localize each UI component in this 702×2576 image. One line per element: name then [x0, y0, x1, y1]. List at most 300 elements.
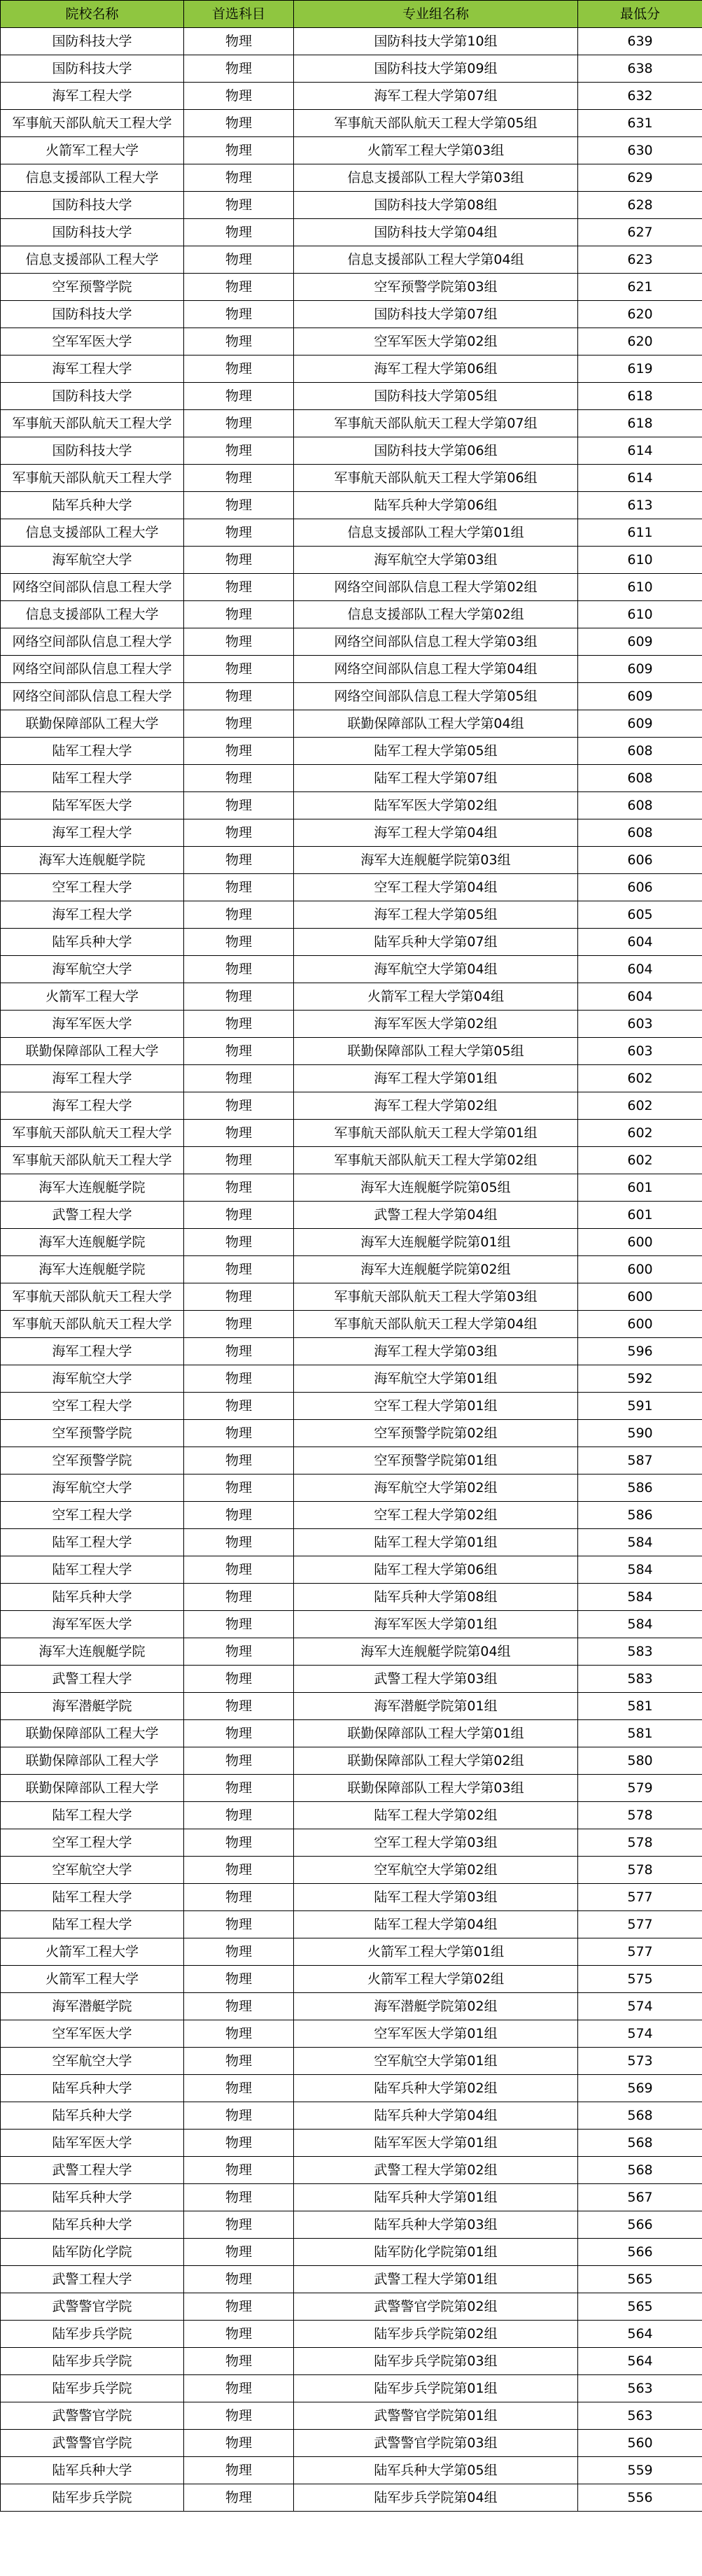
cell-subject: 物理: [184, 328, 294, 356]
cell-school: 火箭军工程大学: [1, 983, 184, 1011]
table-row: [1, 1147, 702, 1174]
table-row: [1, 356, 702, 383]
table-header: [1, 1, 702, 28]
cell-subject: 物理: [184, 738, 294, 765]
table-row: [1, 1993, 702, 2020]
cell-group: 海军大连舰艇学院第02组: [294, 1256, 578, 1283]
cell-score: 618: [578, 383, 702, 410]
table-row: [1, 874, 702, 901]
cell-score: 596: [578, 1338, 702, 1365]
cell-subject: 物理: [184, 2484, 294, 2512]
table-row: [1, 1529, 702, 1556]
table-row: [1, 1720, 702, 1747]
cell-score: 586: [578, 1474, 702, 1502]
cell-group: 陆军兵种大学第02组: [294, 2075, 578, 2102]
cell-school: 军事航天部队航天工程大学: [1, 410, 184, 437]
cell-group: 海军军医大学第01组: [294, 1611, 578, 1638]
table-row: [1, 2211, 702, 2239]
cell-score: 623: [578, 246, 702, 274]
table-row: [1, 28, 702, 55]
cell-score: 568: [578, 2130, 702, 2157]
cell-score: 577: [578, 1911, 702, 1938]
cell-group: 网络空间部队信息工程大学第04组: [294, 656, 578, 683]
cell-school: 空军预警学院: [1, 274, 184, 301]
cell-subject: 物理: [184, 1283, 294, 1311]
cell-subject: 物理: [184, 274, 294, 301]
table-row: [1, 164, 702, 192]
cell-school: 空军工程大学: [1, 1829, 184, 1857]
cell-group: 海军大连舰艇学院第05组: [294, 1174, 578, 1202]
cell-subject: 物理: [184, 2266, 294, 2293]
cell-school: 国防科技大学: [1, 219, 184, 246]
cell-group: 网络空间部队信息工程大学第02组: [294, 574, 578, 601]
cell-score: 568: [578, 2157, 702, 2184]
table-row: [1, 1556, 702, 1584]
cell-score: 608: [578, 819, 702, 847]
header-school: 院校名称: [1, 1, 184, 28]
cell-group: 空军预警学院第01组: [294, 1447, 578, 1474]
cell-group: 火箭军工程大学第01组: [294, 1938, 578, 1966]
cell-score: 609: [578, 710, 702, 738]
table-row: [1, 574, 702, 601]
cell-group: 空军军医大学第02组: [294, 328, 578, 356]
cell-school: 陆军步兵学院: [1, 2484, 184, 2512]
cell-score: 602: [578, 1120, 702, 1147]
cell-school: 国防科技大学: [1, 55, 184, 83]
cell-score: 563: [578, 2402, 702, 2430]
cell-group: 空军工程大学第04组: [294, 874, 578, 901]
cell-score: 581: [578, 1720, 702, 1747]
cell-school: 陆军步兵学院: [1, 2348, 184, 2375]
cell-score: 600: [578, 1311, 702, 1338]
cell-school: 空军军医大学: [1, 328, 184, 356]
cell-subject: 物理: [184, 2293, 294, 2321]
cell-school: 联勤保障部队工程大学: [1, 1747, 184, 1775]
cell-score: 606: [578, 847, 702, 874]
cell-school: 军事航天部队航天工程大学: [1, 110, 184, 137]
table-row: [1, 2321, 702, 2348]
cell-score: 627: [578, 219, 702, 246]
cell-subject: 物理: [184, 819, 294, 847]
cell-group: 陆军兵种大学第08组: [294, 1584, 578, 1611]
cell-school: 联勤保障部队工程大学: [1, 1775, 184, 1802]
cell-group: 陆军工程大学第04组: [294, 1911, 578, 1938]
cell-subject: 物理: [184, 2075, 294, 2102]
cell-score: 566: [578, 2211, 702, 2239]
cell-score: 566: [578, 2239, 702, 2266]
cell-school: 陆军军医大学: [1, 2130, 184, 2157]
cell-school: 网络空间部队信息工程大学: [1, 656, 184, 683]
cell-school: 武警工程大学: [1, 2266, 184, 2293]
cell-score: 565: [578, 2293, 702, 2321]
cell-subject: 物理: [184, 1502, 294, 1529]
cell-score: 564: [578, 2321, 702, 2348]
cell-school: 陆军兵种大学: [1, 2184, 184, 2211]
cell-subject: 物理: [184, 1202, 294, 1229]
cell-group: 海军军医大学第02组: [294, 1011, 578, 1038]
table-row: [1, 1420, 702, 1447]
table-row: [1, 1693, 702, 1720]
cell-school: 海军工程大学: [1, 356, 184, 383]
cell-score: 629: [578, 164, 702, 192]
table-row: [1, 383, 702, 410]
cell-subject: 物理: [184, 164, 294, 192]
cell-subject: 物理: [184, 2157, 294, 2184]
cell-subject: 物理: [184, 1065, 294, 1092]
cell-score: 578: [578, 1802, 702, 1829]
cell-subject: 物理: [184, 983, 294, 1011]
cell-group: 陆军步兵学院第02组: [294, 2321, 578, 2348]
cell-school: 海军工程大学: [1, 819, 184, 847]
cell-group: 陆军兵种大学第06组: [294, 492, 578, 519]
cell-score: 600: [578, 1283, 702, 1311]
cell-subject: 物理: [184, 1393, 294, 1420]
table-row: [1, 55, 702, 83]
cell-subject: 物理: [184, 874, 294, 901]
cell-subject: 物理: [184, 1447, 294, 1474]
cell-group: 陆军军医大学第01组: [294, 2130, 578, 2157]
cell-subject: 物理: [184, 137, 294, 164]
cell-school: 武警工程大学: [1, 2157, 184, 2184]
cell-group: 火箭军工程大学第03组: [294, 137, 578, 164]
table-row: [1, 246, 702, 274]
cell-score: 610: [578, 547, 702, 574]
cell-group: 联勤保障部队工程大学第05组: [294, 1038, 578, 1065]
cell-subject: 物理: [184, 2321, 294, 2348]
cell-group: 国防科技大学第06组: [294, 437, 578, 465]
cell-score: 591: [578, 1393, 702, 1420]
table-row: [1, 1365, 702, 1393]
cell-score: 614: [578, 465, 702, 492]
cell-school: 海军航空大学: [1, 956, 184, 983]
cell-school: 陆军工程大学: [1, 1556, 184, 1584]
cell-school: 信息支援部队工程大学: [1, 519, 184, 547]
cell-group: 海军工程大学第07组: [294, 83, 578, 110]
cell-school: 陆军兵种大学: [1, 492, 184, 519]
cell-school: 海军潜艇学院: [1, 1993, 184, 2020]
cell-group: 国防科技大学第08组: [294, 192, 578, 219]
cell-subject: 物理: [184, 2211, 294, 2239]
cell-score: 614: [578, 437, 702, 465]
cell-school: 军事航天部队航天工程大学: [1, 1147, 184, 1174]
cell-school: 空军军医大学: [1, 2020, 184, 2048]
cell-school: 军事航天部队航天工程大学: [1, 465, 184, 492]
cell-score: 631: [578, 110, 702, 137]
table-row: [1, 437, 702, 465]
cell-subject: 物理: [184, 847, 294, 874]
cell-school: 海军航空大学: [1, 1365, 184, 1393]
cell-school: 武警工程大学: [1, 1202, 184, 1229]
cell-subject: 物理: [184, 1857, 294, 1884]
table-row: [1, 547, 702, 574]
cell-score: 602: [578, 1147, 702, 1174]
cell-subject: 物理: [184, 1120, 294, 1147]
cell-score: 609: [578, 628, 702, 656]
cell-group: 陆军工程大学第06组: [294, 1556, 578, 1584]
cell-subject: 物理: [184, 55, 294, 83]
cell-group: 海军工程大学第03组: [294, 1338, 578, 1365]
cell-school: 军事航天部队航天工程大学: [1, 1283, 184, 1311]
table-row: [1, 1802, 702, 1829]
cell-subject: 物理: [184, 1147, 294, 1174]
table-row: [1, 1747, 702, 1775]
cell-school: 陆军军医大学: [1, 792, 184, 819]
cell-group: 陆军步兵学院第03组: [294, 2348, 578, 2375]
cell-score: 611: [578, 519, 702, 547]
cell-subject: 物理: [184, 1775, 294, 1802]
table-row: [1, 465, 702, 492]
cell-subject: 物理: [184, 1092, 294, 1120]
cell-score: 605: [578, 901, 702, 929]
cell-school: 海军军医大学: [1, 1011, 184, 1038]
cell-school: 陆军兵种大学: [1, 1584, 184, 1611]
cell-subject: 物理: [184, 1584, 294, 1611]
cell-score: 575: [578, 1966, 702, 1993]
cell-group: 海军工程大学第02组: [294, 1092, 578, 1120]
cell-score: 556: [578, 2484, 702, 2512]
cell-group: 陆军防化学院第01组: [294, 2239, 578, 2266]
cell-subject: 物理: [184, 1802, 294, 1829]
table-row: [1, 1884, 702, 1911]
cell-school: 武警警官学院: [1, 2430, 184, 2457]
table-row: [1, 683, 702, 710]
cell-score: 604: [578, 929, 702, 956]
cell-group: 海军航空大学第02组: [294, 1474, 578, 1502]
table-row: [1, 1857, 702, 1884]
cell-score: 600: [578, 1229, 702, 1256]
cell-group: 信息支援部队工程大学第01组: [294, 519, 578, 547]
cell-group: 海军潜艇学院第01组: [294, 1693, 578, 1720]
cell-school: 陆军兵种大学: [1, 2102, 184, 2130]
cell-school: 信息支援部队工程大学: [1, 601, 184, 628]
cell-score: 602: [578, 1092, 702, 1120]
cell-group: 空军预警学院第03组: [294, 274, 578, 301]
cell-score: 567: [578, 2184, 702, 2211]
cell-group: 海军大连舰艇学院第01组: [294, 1229, 578, 1256]
table-row: [1, 1474, 702, 1502]
table-row: [1, 137, 702, 164]
cell-school: 陆军工程大学: [1, 1884, 184, 1911]
cell-group: 火箭军工程大学第04组: [294, 983, 578, 1011]
table-row: [1, 901, 702, 929]
cell-subject: 物理: [184, 1611, 294, 1638]
table-row: [1, 2457, 702, 2484]
cell-subject: 物理: [184, 628, 294, 656]
cell-school: 空军工程大学: [1, 874, 184, 901]
cell-score: 590: [578, 1420, 702, 1447]
cell-group: 联勤保障部队工程大学第03组: [294, 1775, 578, 1802]
table-row: [1, 410, 702, 437]
cell-score: 584: [578, 1611, 702, 1638]
cell-score: 579: [578, 1775, 702, 1802]
cell-subject: 物理: [184, 2430, 294, 2457]
cell-school: 陆军步兵学院: [1, 2321, 184, 2348]
cell-group: 武警工程大学第02组: [294, 2157, 578, 2184]
cell-score: 604: [578, 956, 702, 983]
cell-school: 陆军防化学院: [1, 2239, 184, 2266]
cell-school: 陆军兵种大学: [1, 2075, 184, 2102]
cell-score: 568: [578, 2102, 702, 2130]
cell-school: 空军工程大学: [1, 1502, 184, 1529]
table-row: [1, 328, 702, 356]
cell-school: 陆军步兵学院: [1, 2375, 184, 2402]
cell-group: 军事航天部队航天工程大学第06组: [294, 465, 578, 492]
cell-school: 国防科技大学: [1, 383, 184, 410]
cell-subject: 物理: [184, 219, 294, 246]
table-row: [1, 956, 702, 983]
cell-school: 武警警官学院: [1, 2293, 184, 2321]
cell-group: 国防科技大学第04组: [294, 219, 578, 246]
cell-group: 火箭军工程大学第02组: [294, 1966, 578, 1993]
cell-group: 陆军步兵学院第01组: [294, 2375, 578, 2402]
table-row: [1, 1829, 702, 1857]
cell-subject: 物理: [184, 2184, 294, 2211]
cell-group: 海军工程大学第01组: [294, 1065, 578, 1092]
cell-subject: 物理: [184, 956, 294, 983]
table-row: [1, 219, 702, 246]
cell-school: 信息支援部队工程大学: [1, 164, 184, 192]
table-row: [1, 1911, 702, 1938]
cell-subject: 物理: [184, 1720, 294, 1747]
table-row: [1, 1393, 702, 1420]
cell-school: 武警工程大学: [1, 1666, 184, 1693]
cell-score: 577: [578, 1884, 702, 1911]
cell-school: 陆军工程大学: [1, 1529, 184, 1556]
cell-subject: 物理: [184, 383, 294, 410]
cell-score: 609: [578, 683, 702, 710]
cell-school: 空军预警学院: [1, 1447, 184, 1474]
cell-subject: 物理: [184, 1666, 294, 1693]
cell-school: 空军工程大学: [1, 1393, 184, 1420]
cell-subject: 物理: [184, 1229, 294, 1256]
cell-score: 583: [578, 1666, 702, 1693]
cell-score: 565: [578, 2266, 702, 2293]
cell-subject: 物理: [184, 1256, 294, 1283]
cell-subject: 物理: [184, 574, 294, 601]
table-row: [1, 1584, 702, 1611]
cell-score: 559: [578, 2457, 702, 2484]
cell-group: 武警工程大学第03组: [294, 1666, 578, 1693]
cell-school: 海军工程大学: [1, 83, 184, 110]
table-row: [1, 110, 702, 137]
cell-group: 陆军工程大学第03组: [294, 1884, 578, 1911]
cell-score: 606: [578, 874, 702, 901]
cell-school: 陆军工程大学: [1, 1802, 184, 1829]
cell-subject: 物理: [184, 465, 294, 492]
cell-group: 国防科技大学第09组: [294, 55, 578, 83]
cell-score: 601: [578, 1174, 702, 1202]
table-row: [1, 1065, 702, 1092]
cell-group: 空军预警学院第02组: [294, 1420, 578, 1447]
cell-group: 海军潜艇学院第02组: [294, 1993, 578, 2020]
table-row: [1, 2048, 702, 2075]
cell-group: 海军航空大学第03组: [294, 547, 578, 574]
cell-subject: 物理: [184, 246, 294, 274]
cell-subject: 物理: [184, 1011, 294, 1038]
cell-school: 国防科技大学: [1, 437, 184, 465]
cell-group: 陆军兵种大学第07组: [294, 929, 578, 956]
cell-subject: 物理: [184, 2048, 294, 2075]
cell-school: 信息支援部队工程大学: [1, 246, 184, 274]
cell-group: 国防科技大学第10组: [294, 28, 578, 55]
cell-group: 空军军医大学第01组: [294, 2020, 578, 2048]
cell-subject: 物理: [184, 765, 294, 792]
cell-group: 网络空间部队信息工程大学第05组: [294, 683, 578, 710]
cell-score: 592: [578, 1365, 702, 1393]
cell-subject: 物理: [184, 683, 294, 710]
cell-group: 海军航空大学第04组: [294, 956, 578, 983]
cell-score: 564: [578, 2348, 702, 2375]
cell-score: 600: [578, 1256, 702, 1283]
cell-group: 海军大连舰艇学院第04组: [294, 1638, 578, 1666]
cell-group: 网络空间部队信息工程大学第03组: [294, 628, 578, 656]
cell-subject: 物理: [184, 656, 294, 683]
cell-subject: 物理: [184, 1311, 294, 1338]
cell-subject: 物理: [184, 1829, 294, 1857]
cell-score: 619: [578, 356, 702, 383]
cell-score: 610: [578, 601, 702, 628]
cell-group: 海军航空大学第01组: [294, 1365, 578, 1393]
cell-score: 608: [578, 738, 702, 765]
table-row: [1, 1283, 702, 1311]
cell-school: 陆军兵种大学: [1, 2457, 184, 2484]
cell-school: 陆军工程大学: [1, 738, 184, 765]
cell-school: 联勤保障部队工程大学: [1, 1720, 184, 1747]
cell-school: 海军大连舰艇学院: [1, 847, 184, 874]
cell-group: 武警警官学院第03组: [294, 2430, 578, 2457]
cell-group: 信息支援部队工程大学第04组: [294, 246, 578, 274]
table-row: [1, 1638, 702, 1666]
cell-subject: 物理: [184, 1474, 294, 1502]
cell-subject: 物理: [184, 2457, 294, 2484]
cell-school: 国防科技大学: [1, 28, 184, 55]
cell-score: 584: [578, 1584, 702, 1611]
cell-subject: 物理: [184, 1938, 294, 1966]
cell-subject: 物理: [184, 1365, 294, 1393]
cell-subject: 物理: [184, 301, 294, 328]
cell-school: 海军大连舰艇学院: [1, 1638, 184, 1666]
cell-group: 陆军工程大学第05组: [294, 738, 578, 765]
cell-school: 火箭军工程大学: [1, 137, 184, 164]
cell-school: 海军大连舰艇学院: [1, 1256, 184, 1283]
cell-subject: 物理: [184, 28, 294, 55]
cell-subject: 物理: [184, 792, 294, 819]
table-row: [1, 2430, 702, 2457]
cell-subject: 物理: [184, 110, 294, 137]
cell-group: 武警工程大学第04组: [294, 1202, 578, 1229]
cell-group: 军事航天部队航天工程大学第07组: [294, 410, 578, 437]
table-row: [1, 601, 702, 628]
cell-group: 陆军工程大学第01组: [294, 1529, 578, 1556]
cell-school: 火箭军工程大学: [1, 1966, 184, 1993]
table-row: [1, 2402, 702, 2430]
table-row: [1, 2157, 702, 2184]
table-row: [1, 1447, 702, 1474]
cell-school: 海军工程大学: [1, 1338, 184, 1365]
cell-subject: 物理: [184, 492, 294, 519]
cell-score: 632: [578, 83, 702, 110]
table-row: [1, 1611, 702, 1638]
cell-group: 陆军兵种大学第05组: [294, 2457, 578, 2484]
cell-school: 海军工程大学: [1, 1092, 184, 1120]
cell-subject: 物理: [184, 519, 294, 547]
cell-score: 578: [578, 1857, 702, 1884]
cell-school: 陆军兵种大学: [1, 929, 184, 956]
table-row: [1, 792, 702, 819]
cell-school: 空军航空大学: [1, 1857, 184, 1884]
cell-school: 网络空间部队信息工程大学: [1, 683, 184, 710]
cell-subject: 物理: [184, 1993, 294, 2020]
